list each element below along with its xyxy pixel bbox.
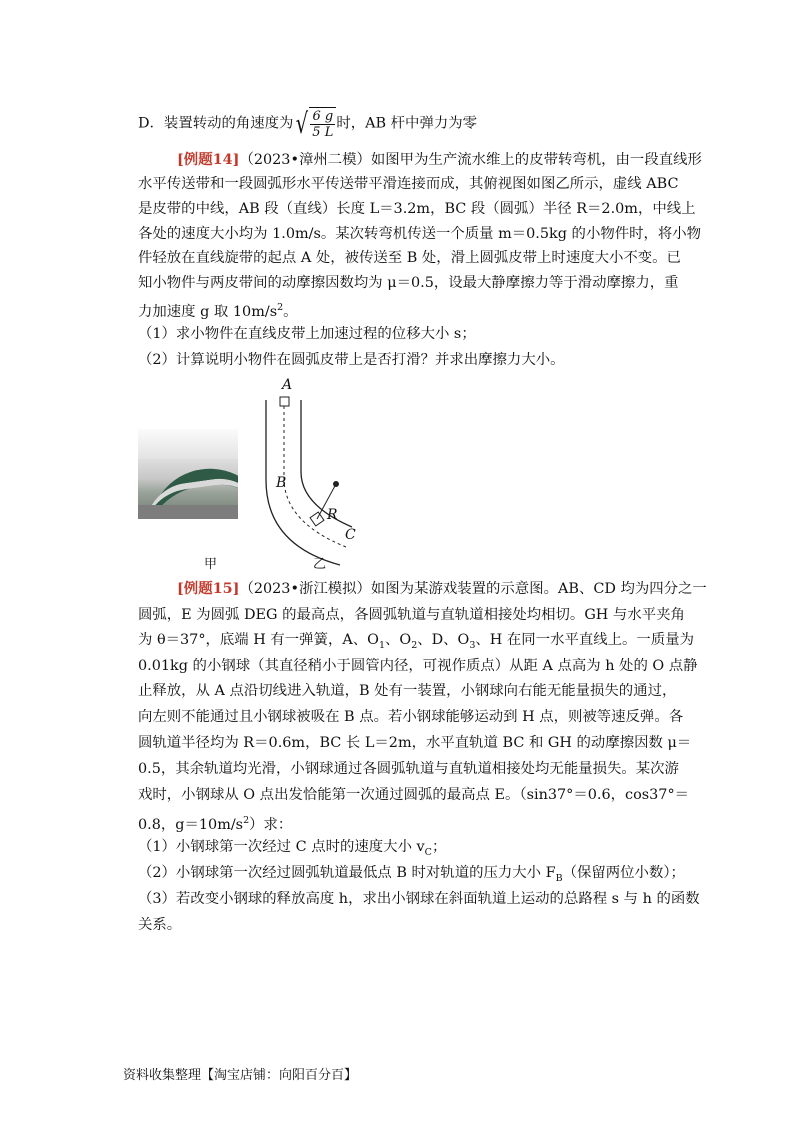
option-d-prefix: D．装置转动的角速度为 bbox=[138, 115, 294, 132]
example15-question-2: （2）小钢球第一次经过圆弧轨道最低点 B 时对轨道的压力大小 $F_B$（保留两位小数）； bbox=[138, 865, 685, 884]
example14-line-4: 各处的速度大小均为 1.0m/s。某次转弯机传送一个质量 m＝0.5kg 的小物件时，将小物 bbox=[138, 226, 702, 242]
example14-line-6: 知小物件与两皮带间的动摩擦因数均为 μ＝0.5，设最大静摩擦力等于滑动摩擦力，重 bbox=[138, 275, 679, 291]
option-d-suffix: 时，AB 杆中弹力为零 bbox=[336, 115, 478, 132]
example14-label: [例题14] bbox=[177, 151, 240, 168]
fraction-denominator: 5 L bbox=[312, 125, 334, 140]
label-r: R bbox=[327, 507, 338, 523]
example15-line-3: 为 θ＝37°，底端 H 有一弹簧，A、$O_1$、$O_2$、D、$O_3$、H 在同一水平直线上。一质量为 bbox=[138, 632, 695, 651]
sqrt-expression: √ $\frac{6 g}{5 L}$ bbox=[293, 107, 336, 140]
fraction-numerator: 6 g bbox=[312, 109, 334, 124]
arc-center-dot bbox=[333, 481, 339, 487]
example15-question-3-line-1: （3）若改变小钢球的释放高度 h，求出小钢球在斜面轨道上运动的总路程 s 与 h 的函数 bbox=[138, 891, 700, 907]
example15-question-1: （1）小钢球第一次经过 C 点时的速度大小 $v_C$； bbox=[138, 839, 447, 858]
example15-label: [例题15] bbox=[177, 580, 240, 597]
example15-line-8: 0.5，其余轨道均光滑，小钢球通过各圆弧轨道与直轨道相接处均无能量损失。某次游 bbox=[138, 761, 679, 777]
label-a: A bbox=[282, 377, 293, 393]
example14-line-7: 力加速度 g 取 $10m/s^2$。 bbox=[138, 302, 298, 320]
label-c: C bbox=[345, 527, 356, 543]
label-b: B bbox=[276, 475, 287, 491]
example15-line-10: 0.8，$g=10m/s^2$）求： bbox=[138, 815, 293, 833]
caption-photo: 甲 bbox=[204, 557, 218, 572]
example14-question-1: （1）求小物件在直线皮带上加速过程的位移大小 s； bbox=[138, 326, 476, 342]
example14-line-5: 件轻放在直线旋带的起点 A 处，被传送至 B 处，滑上圆弧皮带上时速度大小不变。已 bbox=[138, 250, 681, 266]
example14-line-2: 水平传送带和一段圆弧形水平传送带平滑连接而成，其俯视图如图乙所示，虚线 ABC bbox=[138, 176, 679, 192]
example15-line-1: [例题15]（2023•浙江模拟）如图为某游戏装置的示意图。AB、CD 均为四分之一 bbox=[177, 580, 707, 597]
example15-line-4: 0.01kg 的小钢球（其直径稍小于圆管内径，可视作质点）从距 A 点高为 h 处的 O 点静 bbox=[138, 658, 698, 674]
example15-question-3-line-2: 关系。 bbox=[138, 917, 182, 933]
page-footer: 资料收集整理【淘宝店铺：向阳百分百】 bbox=[123, 1068, 358, 1083]
object-at-a bbox=[280, 397, 289, 406]
example15-line-7: 圆轨道半径均为 R＝0.6m，BC 长 L＝2m，水平直轨道 BC 和 GH 的动摩擦因数 μ＝ bbox=[138, 735, 692, 751]
example15-line-6: 向左则不能通过且小钢球被吸在 B 点。若小钢球能够运动到 H 点，则被等速反弹。各 bbox=[138, 709, 684, 725]
example15-line-9: 戏时，小钢球从 O 点出发恰能第一次通过圆弧的最高点 E。（sin37°＝0.6，cos37°＝ bbox=[138, 787, 690, 803]
example15-line-5: 止释放，从 A 点沿切线进入轨道，B 处有一装置，小钢球向右能无能量损失的通过， bbox=[138, 683, 677, 699]
example14-question-2: （2）计算说明小物件在圆弧皮带上是否打滑？并求出摩擦力大小。 bbox=[138, 352, 565, 368]
example14-line-1: [例题14]（2023•漳州二模）如图甲为生产流水维上的皮带转弯机，由一段直线形 bbox=[177, 151, 702, 168]
caption-diagram: 乙 bbox=[313, 557, 327, 572]
example14-line-3: 是皮带的中线，AB 段（直线）长度 L＝3.2m，BC 段（圆弧）半径 R＝2.0m，中线上 bbox=[138, 201, 696, 217]
example15-line-2: 圆弧，E 为圆弧 DEG 的最高点，各圆弧轨道与直轨道相接处均相切。GH 与水平夹角 bbox=[138, 607, 685, 623]
